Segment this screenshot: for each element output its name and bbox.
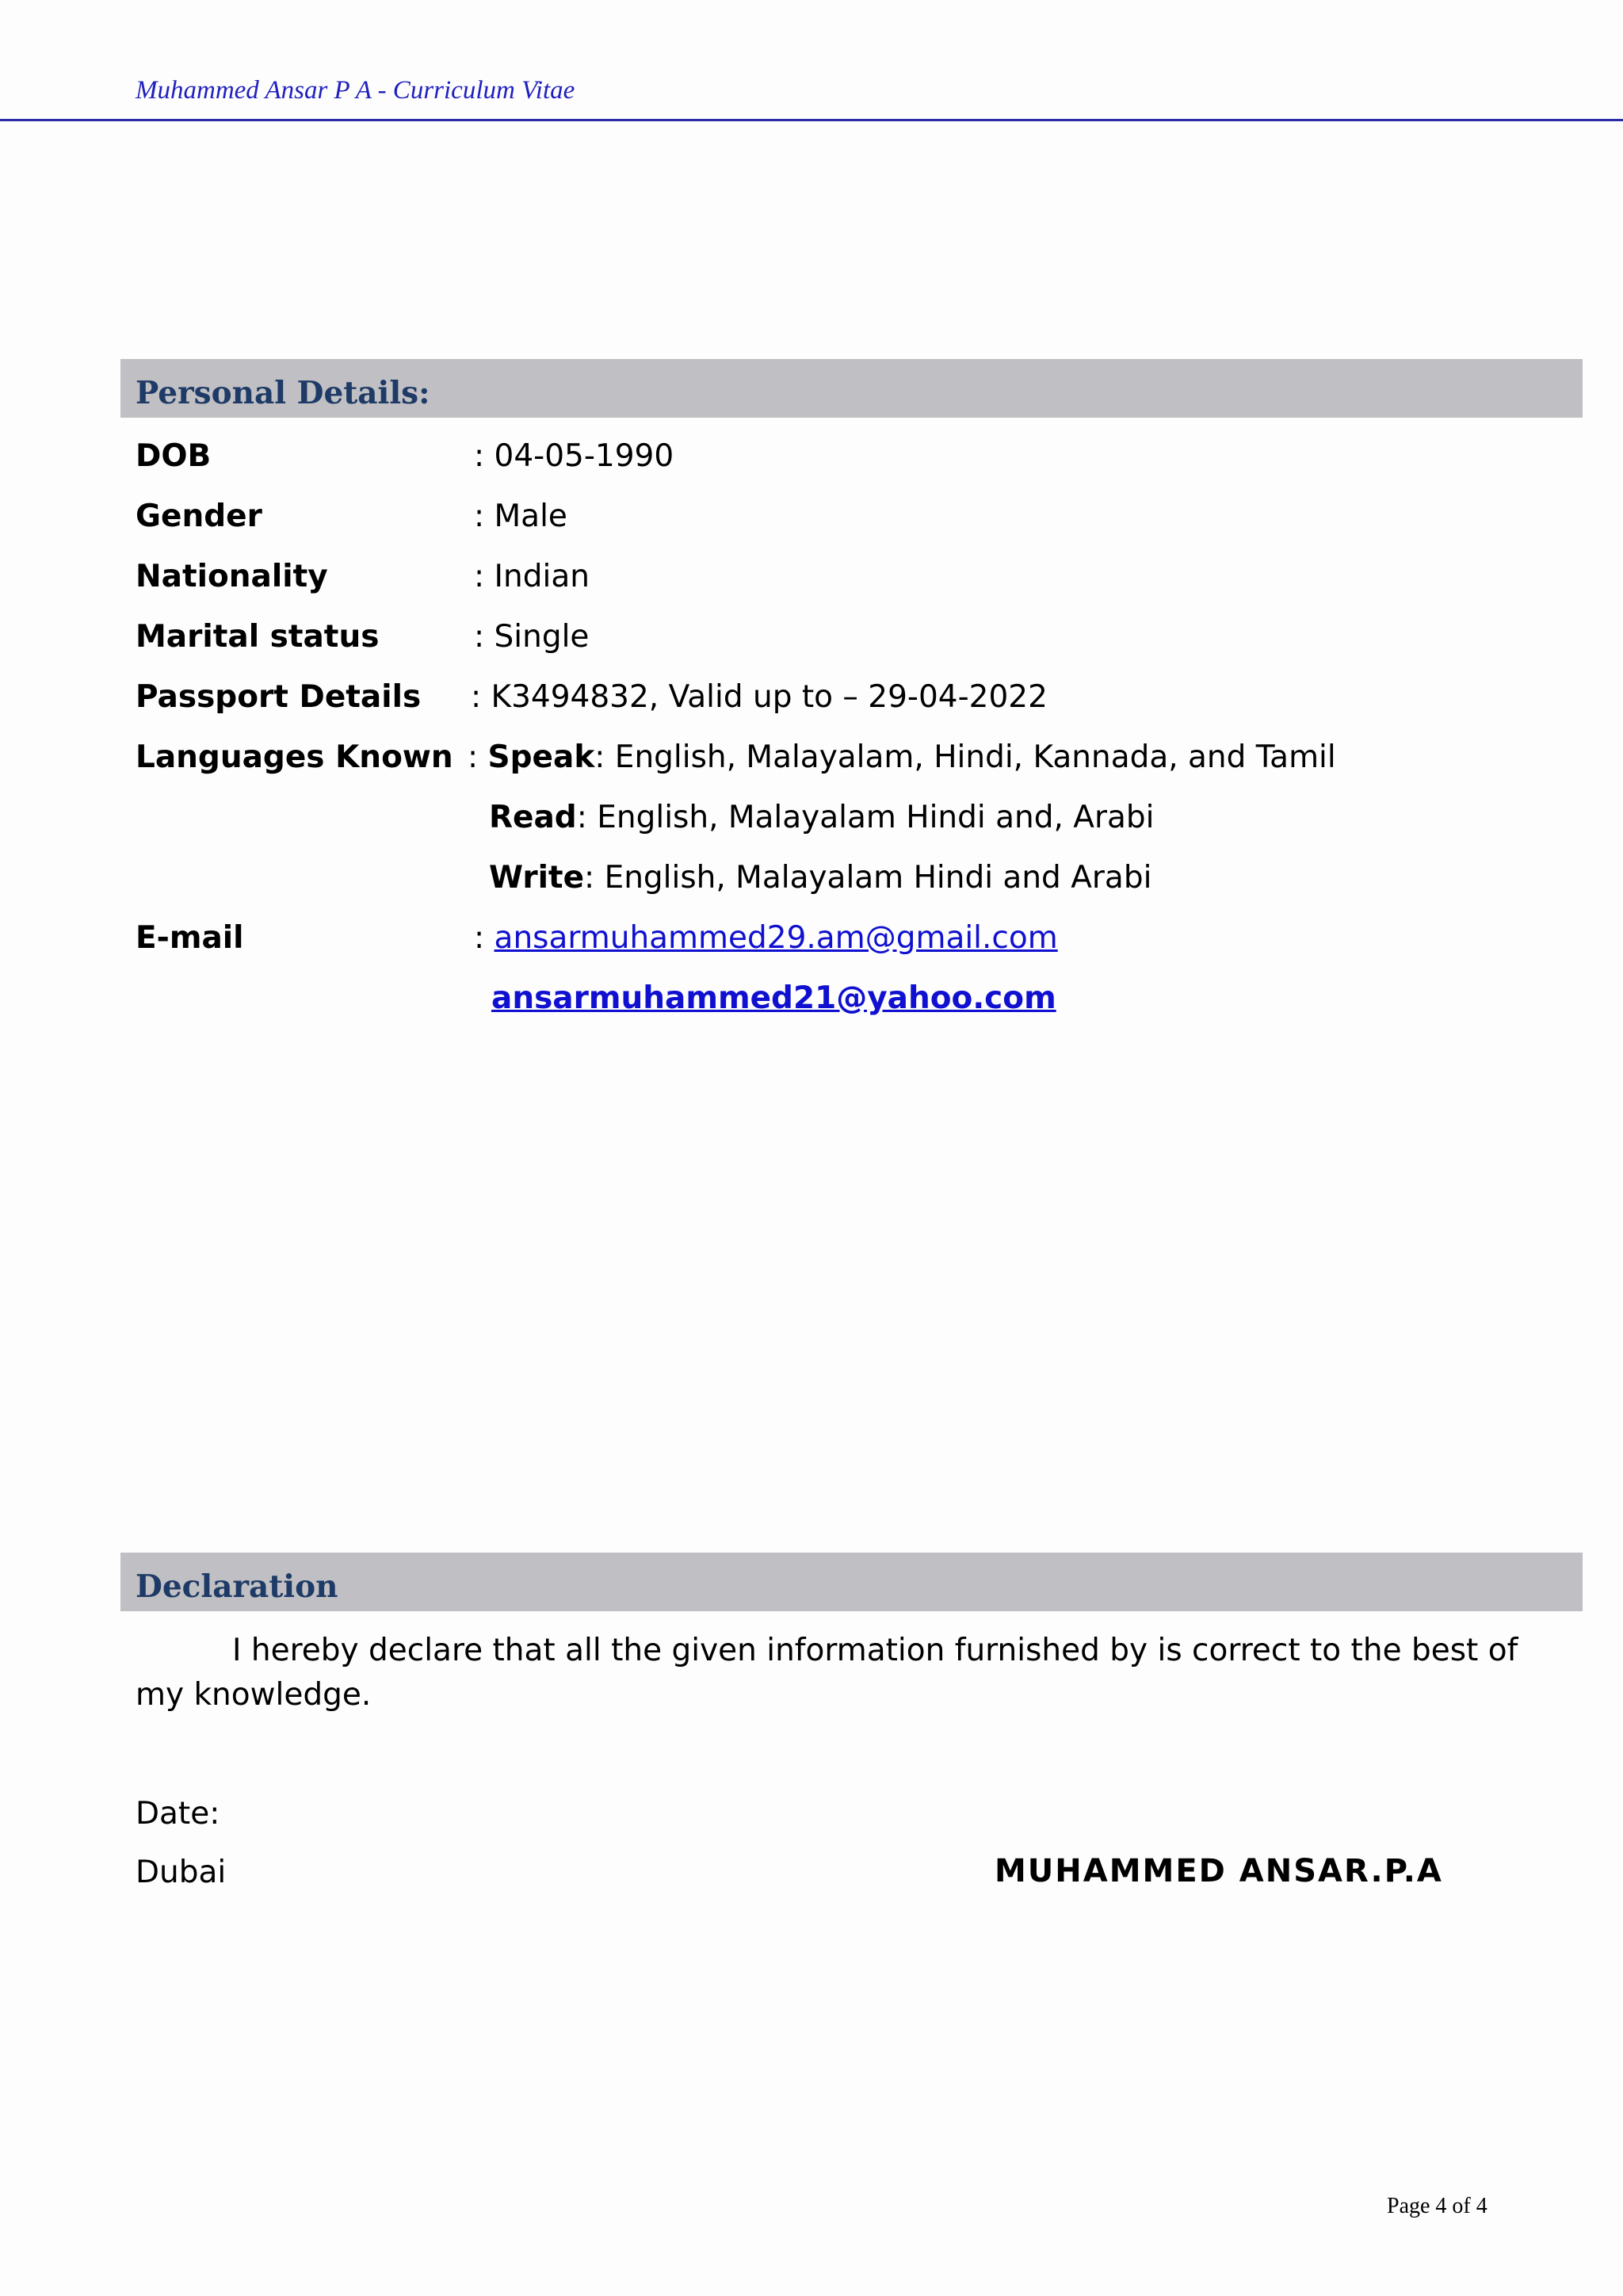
dob-label: DOB [136, 438, 212, 474]
email-prefix: : [474, 920, 495, 956]
email-secondary-link[interactable]: ansarmuhammed21@yahoo.com [491, 980, 1056, 1016]
languages-row [0, 739, 1623, 779]
languages-read-row [0, 800, 1623, 839]
read-label: Read [489, 800, 577, 835]
nationality-row [0, 559, 1623, 598]
marital-status-row [0, 619, 1623, 659]
marital-status-value: : Single [474, 619, 590, 655]
nationality-label: Nationality [136, 559, 328, 594]
running-header: Muhammed Ansar P A - Curriculum Vitae [136, 76, 575, 105]
speak-value: : English, Malayalam, Hindi, Kannada, and Tamil [594, 739, 1336, 775]
languages-label: Languages Known [136, 739, 453, 775]
declaration-text: I hereby declare that all the given information furnished by is correct to the best of my knowledge. [136, 1633, 1518, 1713]
languages-write-row [0, 860, 1623, 900]
email-secondary [491, 980, 1056, 1016]
dob-row [0, 438, 1623, 478]
signature-name: MUHAMMED ANSAR.P.A [995, 1853, 1443, 1889]
declaration-bar [120, 1553, 1583, 1611]
email-primary-link[interactable]: ansarmuhammed29.am@gmail.com [494, 920, 1058, 956]
page-number: Page 4 of 4 [1387, 2194, 1487, 2218]
email-secondary-row [0, 980, 1623, 1020]
dob-value: : 04-05-1990 [474, 438, 674, 474]
languages-prefix: : [468, 739, 488, 775]
declaration-title: Declaration [136, 1568, 338, 1605]
place: Dubai [136, 1855, 227, 1890]
personal-details-title: Personal Details: [136, 375, 430, 411]
email-primary [474, 920, 1058, 956]
passport-row [0, 679, 1623, 719]
languages-speak [468, 739, 1336, 775]
gender-row [0, 499, 1623, 538]
passport-value: : K3494832, Valid up to – 29-04-2022 [471, 679, 1048, 715]
speak-label: Speak [487, 739, 595, 775]
gender-label: Gender [136, 499, 262, 534]
marital-status-label: Marital status [136, 619, 380, 655]
languages-write [489, 860, 1151, 896]
languages-read [489, 800, 1155, 835]
write-label: Write [489, 860, 585, 896]
passport-label: Passport Details [136, 679, 422, 715]
read-value: : English, Malayalam Hindi and, Arabi [576, 800, 1155, 835]
email-label: E-mail [136, 920, 244, 956]
date-label: Date: [136, 1796, 220, 1832]
header-rule [0, 119, 1623, 121]
email-row [0, 920, 1623, 960]
gender-value: : Male [474, 499, 567, 534]
write-value: : English, Malayalam Hindi and Arabi [584, 860, 1152, 896]
nationality-value: : Indian [474, 559, 590, 594]
